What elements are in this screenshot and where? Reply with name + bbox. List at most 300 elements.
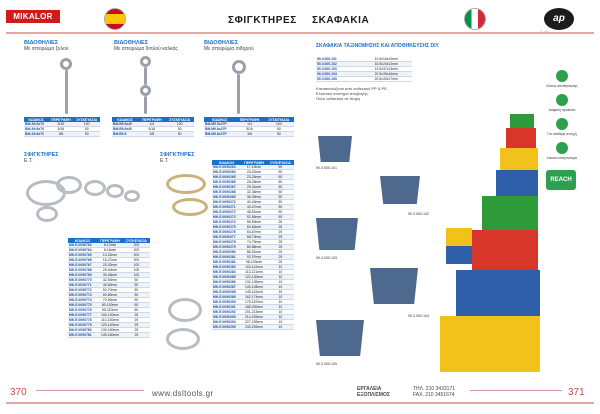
cert-strength-label: Για σταθερή αντοχή xyxy=(547,132,577,136)
cell: 214-226mm xyxy=(241,315,267,320)
table-row xyxy=(68,273,150,278)
cell: MK.E.0090774 xyxy=(68,298,97,303)
cell: 10 xyxy=(267,320,294,325)
cell: 10 xyxy=(267,280,294,285)
cell: MK.E.0090286 xyxy=(212,280,241,285)
cell: 25 xyxy=(267,250,294,255)
clamps-left-heading: ΣΦΙΓΚΤΗΡΕΣ xyxy=(24,152,59,158)
table-row xyxy=(212,185,294,190)
cell: 86-91mm xyxy=(241,250,267,255)
cell: 80-100mm xyxy=(97,303,123,308)
storage-size-table xyxy=(316,57,412,82)
cell: MK.E.0090275 xyxy=(212,225,241,230)
cell: 90.3.000.102 xyxy=(316,62,361,67)
cell: BM.A9.5x70 xyxy=(24,122,48,127)
reach-badge-icon: REACH xyxy=(546,170,576,190)
cell: MK.E.0090273 xyxy=(212,215,241,220)
cell: MK.E.0090764 xyxy=(68,248,97,253)
bolt-section-2-label xyxy=(114,40,178,52)
clamps-right-table xyxy=(212,160,294,330)
cell: 25 xyxy=(123,313,150,318)
cell: 50 xyxy=(267,185,294,190)
cell: 50 xyxy=(123,303,150,308)
readable-badge-icon xyxy=(556,142,568,154)
cell: 60-80mm xyxy=(97,293,123,298)
cell: 25 xyxy=(267,260,294,265)
table-row xyxy=(212,245,294,250)
cell: 25 xyxy=(123,333,150,338)
cell: 201-213mm xyxy=(241,310,267,315)
cell: MK.E.0090264 xyxy=(212,170,241,175)
cell: 20.5x40x17mm xyxy=(361,77,412,82)
table-row xyxy=(212,320,294,325)
clamps-left-subtitle: Ε.Τ. xyxy=(24,158,33,164)
table-row xyxy=(212,170,294,175)
cell: 175-187mm xyxy=(241,300,267,305)
cell: 100 xyxy=(123,273,150,278)
table-row xyxy=(212,260,294,265)
cell: 227-239mm xyxy=(241,320,267,325)
mikalor-logo: MIKALOR xyxy=(6,10,60,23)
cell: 100 xyxy=(165,122,194,127)
table-row xyxy=(68,268,150,273)
table-row xyxy=(212,220,294,225)
cell: 50 xyxy=(73,127,100,132)
table-row xyxy=(212,275,294,280)
bin-code-104: 90.3.000.104 xyxy=(408,314,429,318)
cell: MK.E.0090770 xyxy=(68,278,97,283)
cell: 5/16 xyxy=(235,127,263,132)
cell: BM.A9.8x70 xyxy=(24,132,48,137)
cell: 50 xyxy=(73,132,100,137)
cell: 50-70mm xyxy=(97,288,123,293)
cell: MK.E.0090266 xyxy=(212,180,241,185)
storage-heading-block xyxy=(316,43,439,49)
company-line-2: ΕΞΟΠΛΙΣΜΟΣ xyxy=(357,392,390,398)
bin-code-101: 90.3.000.101 xyxy=(316,166,337,170)
table-row xyxy=(212,165,294,170)
cert-safe xyxy=(532,94,592,112)
bin-code-103: 90.3.000.103 xyxy=(316,256,337,260)
table-row xyxy=(212,225,294,230)
table-row xyxy=(212,200,294,205)
table-row xyxy=(212,210,294,215)
cell: 50 xyxy=(123,288,150,293)
cell: MK.E.0090287 xyxy=(212,285,241,290)
table-row xyxy=(316,77,412,82)
cell: BM.M9.6x27P xyxy=(204,127,235,132)
cell: 25 xyxy=(267,245,294,250)
footer-rule-left xyxy=(36,390,144,391)
cell: MK.E.0090771 xyxy=(68,283,97,288)
cert-readable-label: εύκολα αναγνώσιμα xyxy=(547,156,577,160)
artplast-logo: ap xyxy=(544,8,574,30)
cell: MK.E.0090769 xyxy=(68,273,97,278)
cell: MK.E.0090272 xyxy=(212,210,241,215)
col-header: ΣΥΣΚΕΥΑΣΙΑ xyxy=(267,160,294,165)
table-row xyxy=(112,122,194,127)
feature-2: Ελαστικό σύστημα στοιβαγής. xyxy=(316,91,369,96)
col-header: ΣΥΣΚΕΥΑΣΙΑ xyxy=(264,117,294,122)
cell: MK.E.0090283 xyxy=(212,265,241,270)
cell: 90-110mm xyxy=(97,308,123,313)
cell: MK.E.0090278 xyxy=(212,240,241,245)
cell: MK.E.0090279 xyxy=(212,245,241,250)
bolt-section-3-subtitle: Με σπειρώμα σιδηρού xyxy=(204,46,254,52)
cell: 50 xyxy=(267,165,294,170)
table-row xyxy=(68,278,150,283)
cell: 30-45mm xyxy=(97,273,123,278)
cell: 50 xyxy=(267,195,294,200)
feature-1: Κατασκευάζεται από ανθεκτικό PP & PE. xyxy=(316,86,388,91)
cell: 48-51mm xyxy=(241,210,267,215)
cell: 149-161mm xyxy=(241,290,267,295)
cell: 100 xyxy=(73,122,100,127)
cell: 10.5x16x10mm xyxy=(361,57,412,62)
cell: MK.E.0090269 xyxy=(212,195,241,200)
cell: 50 xyxy=(123,278,150,283)
col-header: ΠΕΡΙΓΡΑΦΗ xyxy=(241,160,267,165)
cell: MK.E.0090768 xyxy=(68,268,97,273)
table-row xyxy=(204,132,294,137)
cell: 10 xyxy=(267,315,294,320)
cell: 70-90mm xyxy=(97,298,123,303)
cell: MK.E.0090781 xyxy=(68,333,97,338)
cell: 122-130mm xyxy=(241,275,267,280)
col-header: ΣΥΣΚΕΥΑΣΙΑ xyxy=(165,117,194,122)
cell: 40-60mm xyxy=(97,283,123,288)
cell: 50 xyxy=(123,298,150,303)
cell: MK.E.0090277 xyxy=(212,235,241,240)
cell: 200 xyxy=(123,248,150,253)
table-row xyxy=(212,305,294,310)
cell: 10 xyxy=(267,270,294,275)
cell: 14.5x37x13mm xyxy=(361,67,412,72)
cell: 140-148mm xyxy=(241,285,267,290)
cell: 25 xyxy=(123,328,150,333)
cell: MK.E.0090293 xyxy=(212,315,241,320)
cell: 90.3.000.101 xyxy=(316,57,361,62)
cell: 240-252mm xyxy=(241,325,267,330)
table-row xyxy=(68,288,150,293)
cell: MK.E.0090270 xyxy=(212,200,241,205)
cell: 20-32mm xyxy=(97,263,123,268)
cell: 104-112mm xyxy=(241,265,267,270)
cell: 32-35mm xyxy=(241,190,267,195)
cell: 50 xyxy=(264,132,294,137)
cell: 120-140mm xyxy=(97,323,123,328)
cell: BM.M9.8x27P xyxy=(204,132,235,137)
col-header: ΣΥΣΚΕΥΑΣΙΑ xyxy=(73,117,100,122)
cell: 23-25mm xyxy=(241,175,267,180)
cell: 17-19mm xyxy=(241,165,267,170)
cell: 25 xyxy=(267,230,294,235)
cell: 68-73mm xyxy=(241,235,267,240)
table-row xyxy=(212,190,294,195)
cell: 100 xyxy=(123,268,150,273)
cell: 3/8 xyxy=(235,132,263,137)
cell: 92-97mm xyxy=(241,255,267,260)
cell: 50 xyxy=(267,210,294,215)
safe-badge-icon xyxy=(556,94,568,106)
bolt-section-1-label xyxy=(24,40,68,52)
table-row xyxy=(24,127,100,132)
table-row xyxy=(68,313,150,318)
cell: 90.3.000.104 xyxy=(316,72,361,77)
cell: BM.B9.8 xyxy=(112,132,138,137)
cell: MK.E.0090765 xyxy=(68,253,97,258)
cell: 25 xyxy=(267,225,294,230)
page-number-left: 370 xyxy=(10,387,27,398)
table-row xyxy=(24,122,100,127)
fax: FAX. 210 3451674 xyxy=(413,392,455,398)
clamps-left-label xyxy=(24,152,59,164)
table-row xyxy=(68,293,150,298)
table-row xyxy=(212,205,294,210)
cell: MK.E.0090773 xyxy=(68,293,97,298)
cell: 25 xyxy=(267,240,294,245)
cell: 29-31mm xyxy=(241,185,267,190)
clamps-right-label xyxy=(160,152,195,164)
table-row xyxy=(212,265,294,270)
cell: MK.E.0090295 xyxy=(212,325,241,330)
table-row xyxy=(212,235,294,240)
cell: 98-103mm xyxy=(241,260,267,265)
table-row xyxy=(68,283,150,288)
table-row xyxy=(212,325,294,330)
table-row xyxy=(212,300,294,305)
footer-divider xyxy=(6,402,594,404)
page-title-clamps: ΣΦΙΓΚΤΗΡΕΣ xyxy=(228,15,297,26)
cell: 16.5x24x12mm xyxy=(361,62,412,67)
table-row xyxy=(68,243,150,248)
table-row xyxy=(212,280,294,285)
col-header: ΚΩΔΙΚΟΣ xyxy=(204,117,235,122)
cell: 25 xyxy=(267,235,294,240)
cell: MK.E.0090263 xyxy=(212,165,241,170)
bolt-table-3 xyxy=(204,117,294,137)
cell: 10 xyxy=(267,310,294,315)
table-row xyxy=(24,132,100,137)
cell: 5/16 xyxy=(48,122,73,127)
cell: 100-120mm xyxy=(97,313,123,318)
cell: MK.E.0090284 xyxy=(212,270,241,275)
cell: 50 xyxy=(267,175,294,180)
table-row xyxy=(212,215,294,220)
cell: MK.E.0090294 xyxy=(212,320,241,325)
cell: 50 xyxy=(165,132,194,137)
table-row xyxy=(212,240,294,245)
table-row xyxy=(212,270,294,275)
bolt-section-3-label xyxy=(204,40,254,52)
cell: MK.E.0090779 xyxy=(68,323,97,328)
cell: 56-59mm xyxy=(241,220,267,225)
cell: 130-150mm xyxy=(97,328,123,333)
cert-storage xyxy=(532,70,592,88)
cell: 131-139mm xyxy=(241,280,267,285)
cell: MK.E.0090265 xyxy=(212,175,241,180)
company-line-1: ΕΡΓΑΛΕΙΑ xyxy=(357,386,382,392)
table-row xyxy=(112,132,194,137)
cell: MK.E.0090766 xyxy=(68,258,97,263)
cell: 26-28mm xyxy=(241,180,267,185)
cell: 5/16 xyxy=(48,127,73,132)
cell: 5/16 xyxy=(138,127,165,132)
cell: 10 xyxy=(267,325,294,330)
cell: 50 xyxy=(123,308,150,313)
table-row xyxy=(68,253,150,258)
cell: 44-47mm xyxy=(241,205,267,210)
clamps-right-heading: ΣΦΙΓΚΤΗΡΕΣ xyxy=(160,152,195,158)
table-row xyxy=(68,318,150,323)
cell: MK.E.0090281 xyxy=(212,255,241,260)
col-header: ΣΥΣΚΕΥΑΣΙΑ xyxy=(123,238,150,243)
table-row xyxy=(212,315,294,320)
cell: BM.B9.6x40 xyxy=(112,127,138,132)
cell: 74-79mm xyxy=(241,240,267,245)
col-header: ΠΕΡΙΓΡΑΦΗ xyxy=(48,117,73,122)
bin-code-105: 90.3.000.105 xyxy=(316,362,337,366)
cell: 25 xyxy=(123,323,150,328)
cell: MK.E.0090767 xyxy=(68,263,97,268)
italy-flag-icon xyxy=(464,8,486,30)
cell: 10-22mm xyxy=(97,253,123,258)
cell: MK.E.0090280 xyxy=(212,250,241,255)
cell: 36-39mm xyxy=(241,195,267,200)
storage-badge-icon xyxy=(556,70,568,82)
cell: 10 xyxy=(267,285,294,290)
cell: 90.3.000.105 xyxy=(316,77,361,82)
cell: 50 xyxy=(267,200,294,205)
table-row xyxy=(204,127,294,132)
cell: 3/8 xyxy=(138,132,165,137)
strength-badge-icon xyxy=(556,118,568,130)
cell: 25 xyxy=(267,255,294,260)
eye-bolt-photo-1 xyxy=(60,58,72,114)
cell: MK.E.0090763 xyxy=(68,243,97,248)
cert-storage-label: Λύσεις αποθήκευσης xyxy=(546,84,578,88)
cell: 50 xyxy=(267,215,294,220)
cell: MK.E.0090777 xyxy=(68,313,97,318)
cell: 80-85mm xyxy=(241,245,267,250)
cell: MK.E.0090267 xyxy=(212,185,241,190)
table-row xyxy=(212,250,294,255)
table-row xyxy=(212,285,294,290)
cert-readable xyxy=(532,142,592,160)
cert-strength xyxy=(532,118,592,136)
cell: 200 xyxy=(123,253,150,258)
cert-safe-label: Ασφαλή προϊόντα xyxy=(548,108,576,112)
cell: MK.E.0090285 xyxy=(212,275,241,280)
clamps-left-table xyxy=(68,238,150,338)
cell: MK.E.0090776 xyxy=(68,308,97,313)
header-divider xyxy=(6,32,594,34)
col-header: ΚΩΔΙΚΟΣ xyxy=(112,117,138,122)
table-row xyxy=(68,323,150,328)
storage-features xyxy=(316,86,412,101)
cell: 162-174mm xyxy=(241,295,267,300)
cell: MK.E.0090274 xyxy=(212,220,241,225)
bolt-section-2-heading: ΒΙΔΟΘΗΛΙΕΣ xyxy=(114,40,148,46)
footer-rule-right xyxy=(470,390,562,391)
col-header: ΠΕΡΙΓΡΑΦΗ xyxy=(235,117,263,122)
cell: MK.E.0090290 xyxy=(212,300,241,305)
table-row xyxy=(68,258,150,263)
table-row xyxy=(68,298,150,303)
table-row xyxy=(212,290,294,295)
cell: BM.M9.5x27P xyxy=(204,122,235,127)
cell: 50 xyxy=(267,180,294,185)
eye-bolt-photo-3 xyxy=(232,60,246,114)
col-header: ΚΩΔΙΚΟΣ xyxy=(68,238,97,243)
cell: 200 xyxy=(123,258,150,263)
cell: 140-160mm xyxy=(97,333,123,338)
cell: 10 xyxy=(267,290,294,295)
col-header: ΚΩΔΙΚΟΣ xyxy=(212,160,241,165)
cell: 50 xyxy=(267,205,294,210)
cell: 3/8 xyxy=(48,132,73,137)
cell: 8-12mm xyxy=(97,243,123,248)
cell: MK.E.0090271 xyxy=(212,205,241,210)
bolt-section-1-heading: ΒΙΔΟΘΗΛΙΕΣ xyxy=(24,40,58,46)
col-header: ΠΕΡΙΓΡΑΦΗ xyxy=(97,238,123,243)
cell: 10 xyxy=(267,300,294,305)
cell: MK.E.0090289 xyxy=(212,295,241,300)
cell: MK.E.0090291 xyxy=(212,305,241,310)
cell: 1/4 xyxy=(235,122,263,127)
table-row xyxy=(212,175,294,180)
cell: 50 xyxy=(165,127,194,132)
table-row xyxy=(68,328,150,333)
cell: MK.E.0090268 xyxy=(212,190,241,195)
cell: MK.E.0090778 xyxy=(68,318,97,323)
col-header: ΠΕΡΙΓΡΑΦΗ xyxy=(138,117,165,122)
eye-bolt-photo-2 xyxy=(140,56,151,114)
table-row xyxy=(204,122,294,127)
cell: 25 xyxy=(123,318,150,323)
cell: 20-22mm xyxy=(241,170,267,175)
cell: BM.B9.5x40 xyxy=(112,122,138,127)
cell: 100 xyxy=(264,122,294,127)
cell: 50 xyxy=(267,170,294,175)
table-row xyxy=(68,263,150,268)
table-row xyxy=(212,255,294,260)
cell: 8-16mm xyxy=(97,248,123,253)
storage-heading: ΣΚΑΦΑΚΙΑ ΤΑΞΙΝΟΜΗΣΗΣ ΚΑΙ ΑΠΟΘΗΚΕΥΣΗΣ DIY xyxy=(316,43,439,49)
cell: MK.E.0090775 xyxy=(68,303,97,308)
table-row xyxy=(68,308,150,313)
cell: 64-67mm xyxy=(241,230,267,235)
col-header: ΚΩΔΙΚΟΣ xyxy=(24,117,48,122)
cell: 50 xyxy=(267,190,294,195)
cell: 10 xyxy=(267,275,294,280)
clamps-right-subtitle: Ε.Τ. xyxy=(160,158,169,164)
table-row xyxy=(212,180,294,185)
cell: 16-27mm xyxy=(97,258,123,263)
table-row xyxy=(212,295,294,300)
cell: MK.E.0090780 xyxy=(68,328,97,333)
table-row xyxy=(68,333,150,338)
contact-block xyxy=(413,386,455,398)
cell: 50 xyxy=(264,127,294,132)
feature-3: Πολύ ανθεκτικό σε θλιψη xyxy=(316,96,360,101)
cell: MK.E.0090288 xyxy=(212,290,241,295)
bolt-section-1-subtitle: Με σπειρώμα ξυλού xyxy=(24,46,69,52)
cell: BM.A9.6x70 xyxy=(24,127,48,132)
cell: 100 xyxy=(123,263,150,268)
cell: MK.E.0090292 xyxy=(212,310,241,315)
phone: ΤΗΛ. 210 3433171 xyxy=(413,386,455,392)
